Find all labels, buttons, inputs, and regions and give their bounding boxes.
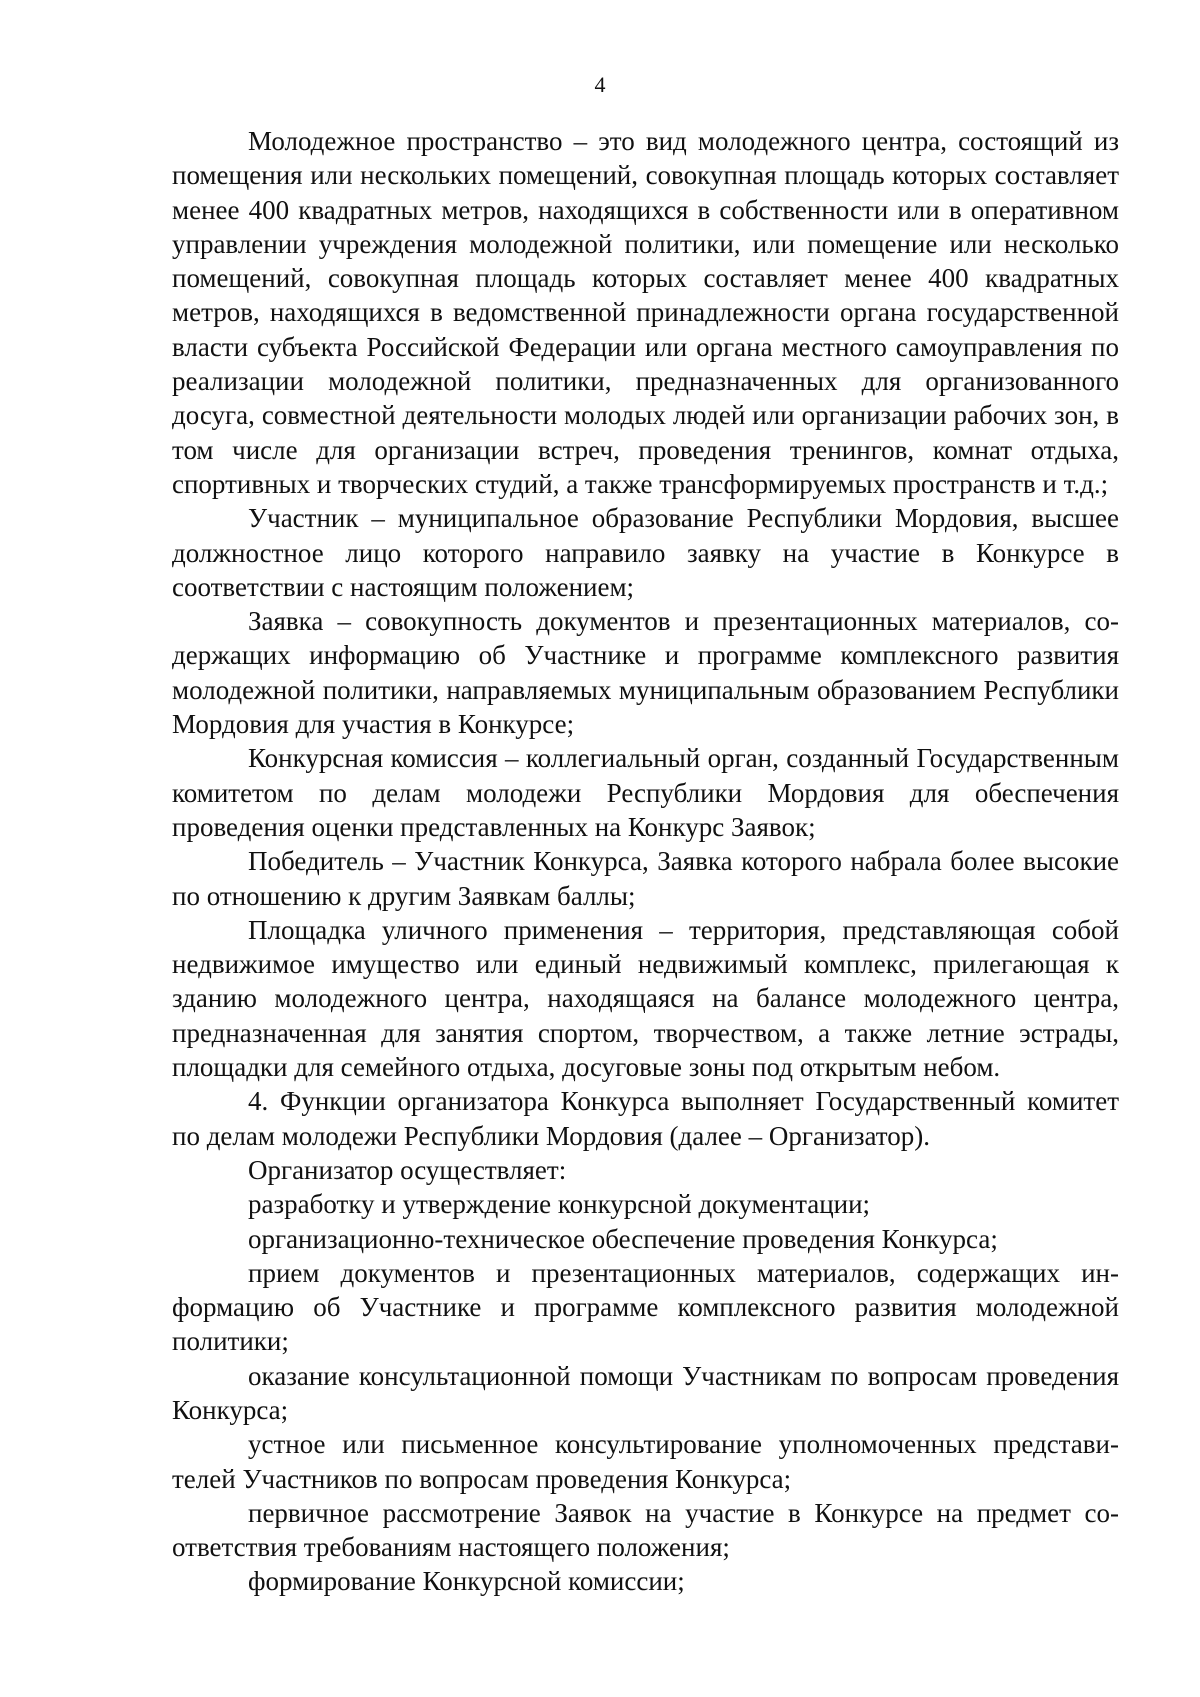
paragraph-youth-space-definition: Молодежное пространство – это вид молодежного центра, состоящий из помещения или нескольких помещений, совокупная площадь которых составляет менее 400 квадратных метров, находящихся в собственности или в оперативном управлении учреждения молодежной политики, или помещение или несколько помещений, совокупная площадь которых составляет менее 400 квадратных метров, находящихся в ведомственной принадлежности органа государственной власти субъекта Российской Федерации или органа местного самоуправления по реализации молодежной политики, предназначенных для организованного досуга, совместной деятельности молодых людей или организации рабочих зон, в том числе для организации встреч, проведения тренингов, комнат отдыха, спортивных и творческих студий, а также трансформируемых пространств и т.д.;: [172, 126, 1119, 499]
paragraph-organizer-functions: 4. Функции организатора Конкурса выполняет Государственный комитет по делам молодежи Республики Мордовия (далее – Организатор).: [172, 1086, 1119, 1151]
paragraph-winner-definition: Победитель – Участник Конкурса, Заявка которого набрала более высокие по отношению к другим Заявкам баллы;: [172, 846, 1119, 911]
list-item-technical-support: организационно-техническое обеспечение проведения Конкурса;: [248, 1223, 998, 1254]
paragraph-outdoor-site-definition: Площадка уличного применения – территория, представляющая собой недвижимое имущество или единый недвижимый комплекс, прилегающая к зданию молодежного центра, находящаяся на балансе молодежного центра, предназначенная для занятия спортом, творчеством, а также летние эстрады, площадки для семейного отдыха, досуговые зоны под открытым небом.: [172, 914, 1119, 1083]
list-item-primary-review: первичное рассмотрение Заявок на участие в Конкурсе на предмет соответствия требованиям настоящего положения;: [172, 1497, 1119, 1563]
paragraph-organizer-performs: Организатор осуществляет:: [248, 1154, 567, 1185]
document-body: [172, 124, 1119, 1599]
list-item-documentation: разработку и утверждение конкурсной документации;: [248, 1189, 871, 1220]
list-item-commission-formation: формирование Конкурсной комиссии;: [248, 1566, 685, 1597]
list-item-document-intake: прием документов и презентационных материалов, содержащих информацию об Участнике и программе комплексного развития молодежной политики;: [172, 1257, 1119, 1357]
paragraph-participant-definition: Участник – муниципальное образование Республики Мордовия, высшее должностное лицо которого направило заявку на участие в Конкурсе в соответствии с настоящим положением;: [172, 503, 1119, 602]
page-number: 4: [594, 72, 606, 97]
paragraph-application-definition: Заявка – совокупность документов и презентационных материалов, содержащих информацию об Участнике и программе комплексного развития молодежной политики, направляемых муниципальным образованием Республики Мордовия для участия в Конкурсе;: [172, 606, 1119, 740]
list-item-consulting-help: оказание консультационной помощи Участникам по вопросам проведения Конкурса;: [172, 1360, 1119, 1425]
paragraph-commission-definition: Конкурсная комиссия – коллегиальный орган, созданный Государственным комитетом по делам молодежи Республики Мордовия для обеспечения проведения оценки представленных на Конкурс Заявок;: [172, 743, 1119, 842]
list-item-oral-written-consulting: устное или письменное консультирование уполномоченных представителей Участников по вопросам проведения Конкурса;: [172, 1429, 1119, 1494]
